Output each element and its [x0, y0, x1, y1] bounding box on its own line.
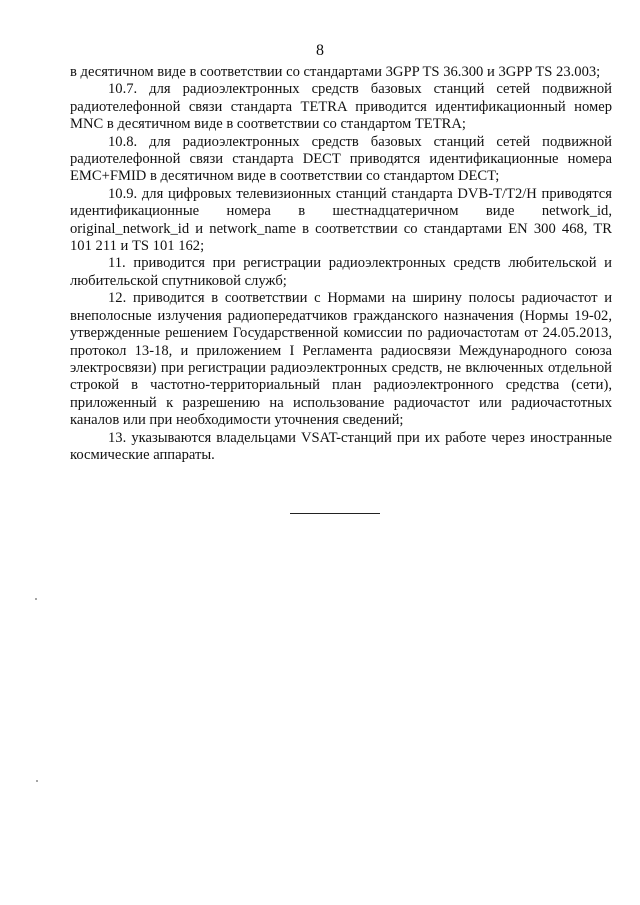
end-divider-line: [290, 513, 380, 514]
page-number: 8: [316, 42, 324, 59]
scan-speck: [35, 598, 37, 600]
body-text: [70, 64, 612, 464]
paragraph-continuation: в десятичном виде в соответствии со стандартами 3GPP TS 36.300 и 3GPP TS 23.003;: [70, 64, 601, 80]
paragraph-11: 11. приводится при регистрации радиоэлектронных средств любительской и любительской спутниковой служб;: [70, 255, 612, 289]
paragraph-12: 12. приводится в соответствии с Нормами на ширину полосы радиочастот и внеполосные излучения радиопередатчиков гражданского назначения (Нормы 19-02, утвержденные решением Государственной комиссии по радиочастотам от 24.05.2013, протокол 13-18, и приложением I Регламента радиосвязи Международного союза электросвязи) при регистрации радиоэлектронных средств, не включенных отдельной строкой в частотно-территориальный план радиоэлектронного средства (сети), приложенный к разрешению на использование радиочастот или радиочастотных каналов или при необходимости уточнения сведений;: [70, 290, 612, 429]
paragraph-13: 13. указываются владельцами VSAT-станций при их работе через иностранные космические аппараты.: [70, 429, 612, 463]
paragraph-10-8: 10.8. для радиоэлектронных средств базовых станций сетей подвижной радиотелефонной связи стандарта DECT приводятся идентификационные номера EMC+FMID в десятичном виде в соответствии со стандартом DECT;: [70, 133, 612, 185]
paragraph-10-9: 10.9. для цифровых телевизионных станций стандарта DVB-T/T2/H приводятся идентификационные номера в шестнадцатеричном виде network_id, original_network_id и network_name в соответствии со стандартами EN 300 468, TR 101 211 и TS 101 162;: [70, 185, 612, 255]
paragraph-10-7: 10.7. для радиоэлектронных средств базовых станций сетей подвижной радиотелефонной связи стандарта TETRA приводится идентификационный номер MNC в десятичном виде в соответствии со стандартом TETRA;: [70, 81, 612, 133]
scan-speck: [36, 780, 38, 782]
